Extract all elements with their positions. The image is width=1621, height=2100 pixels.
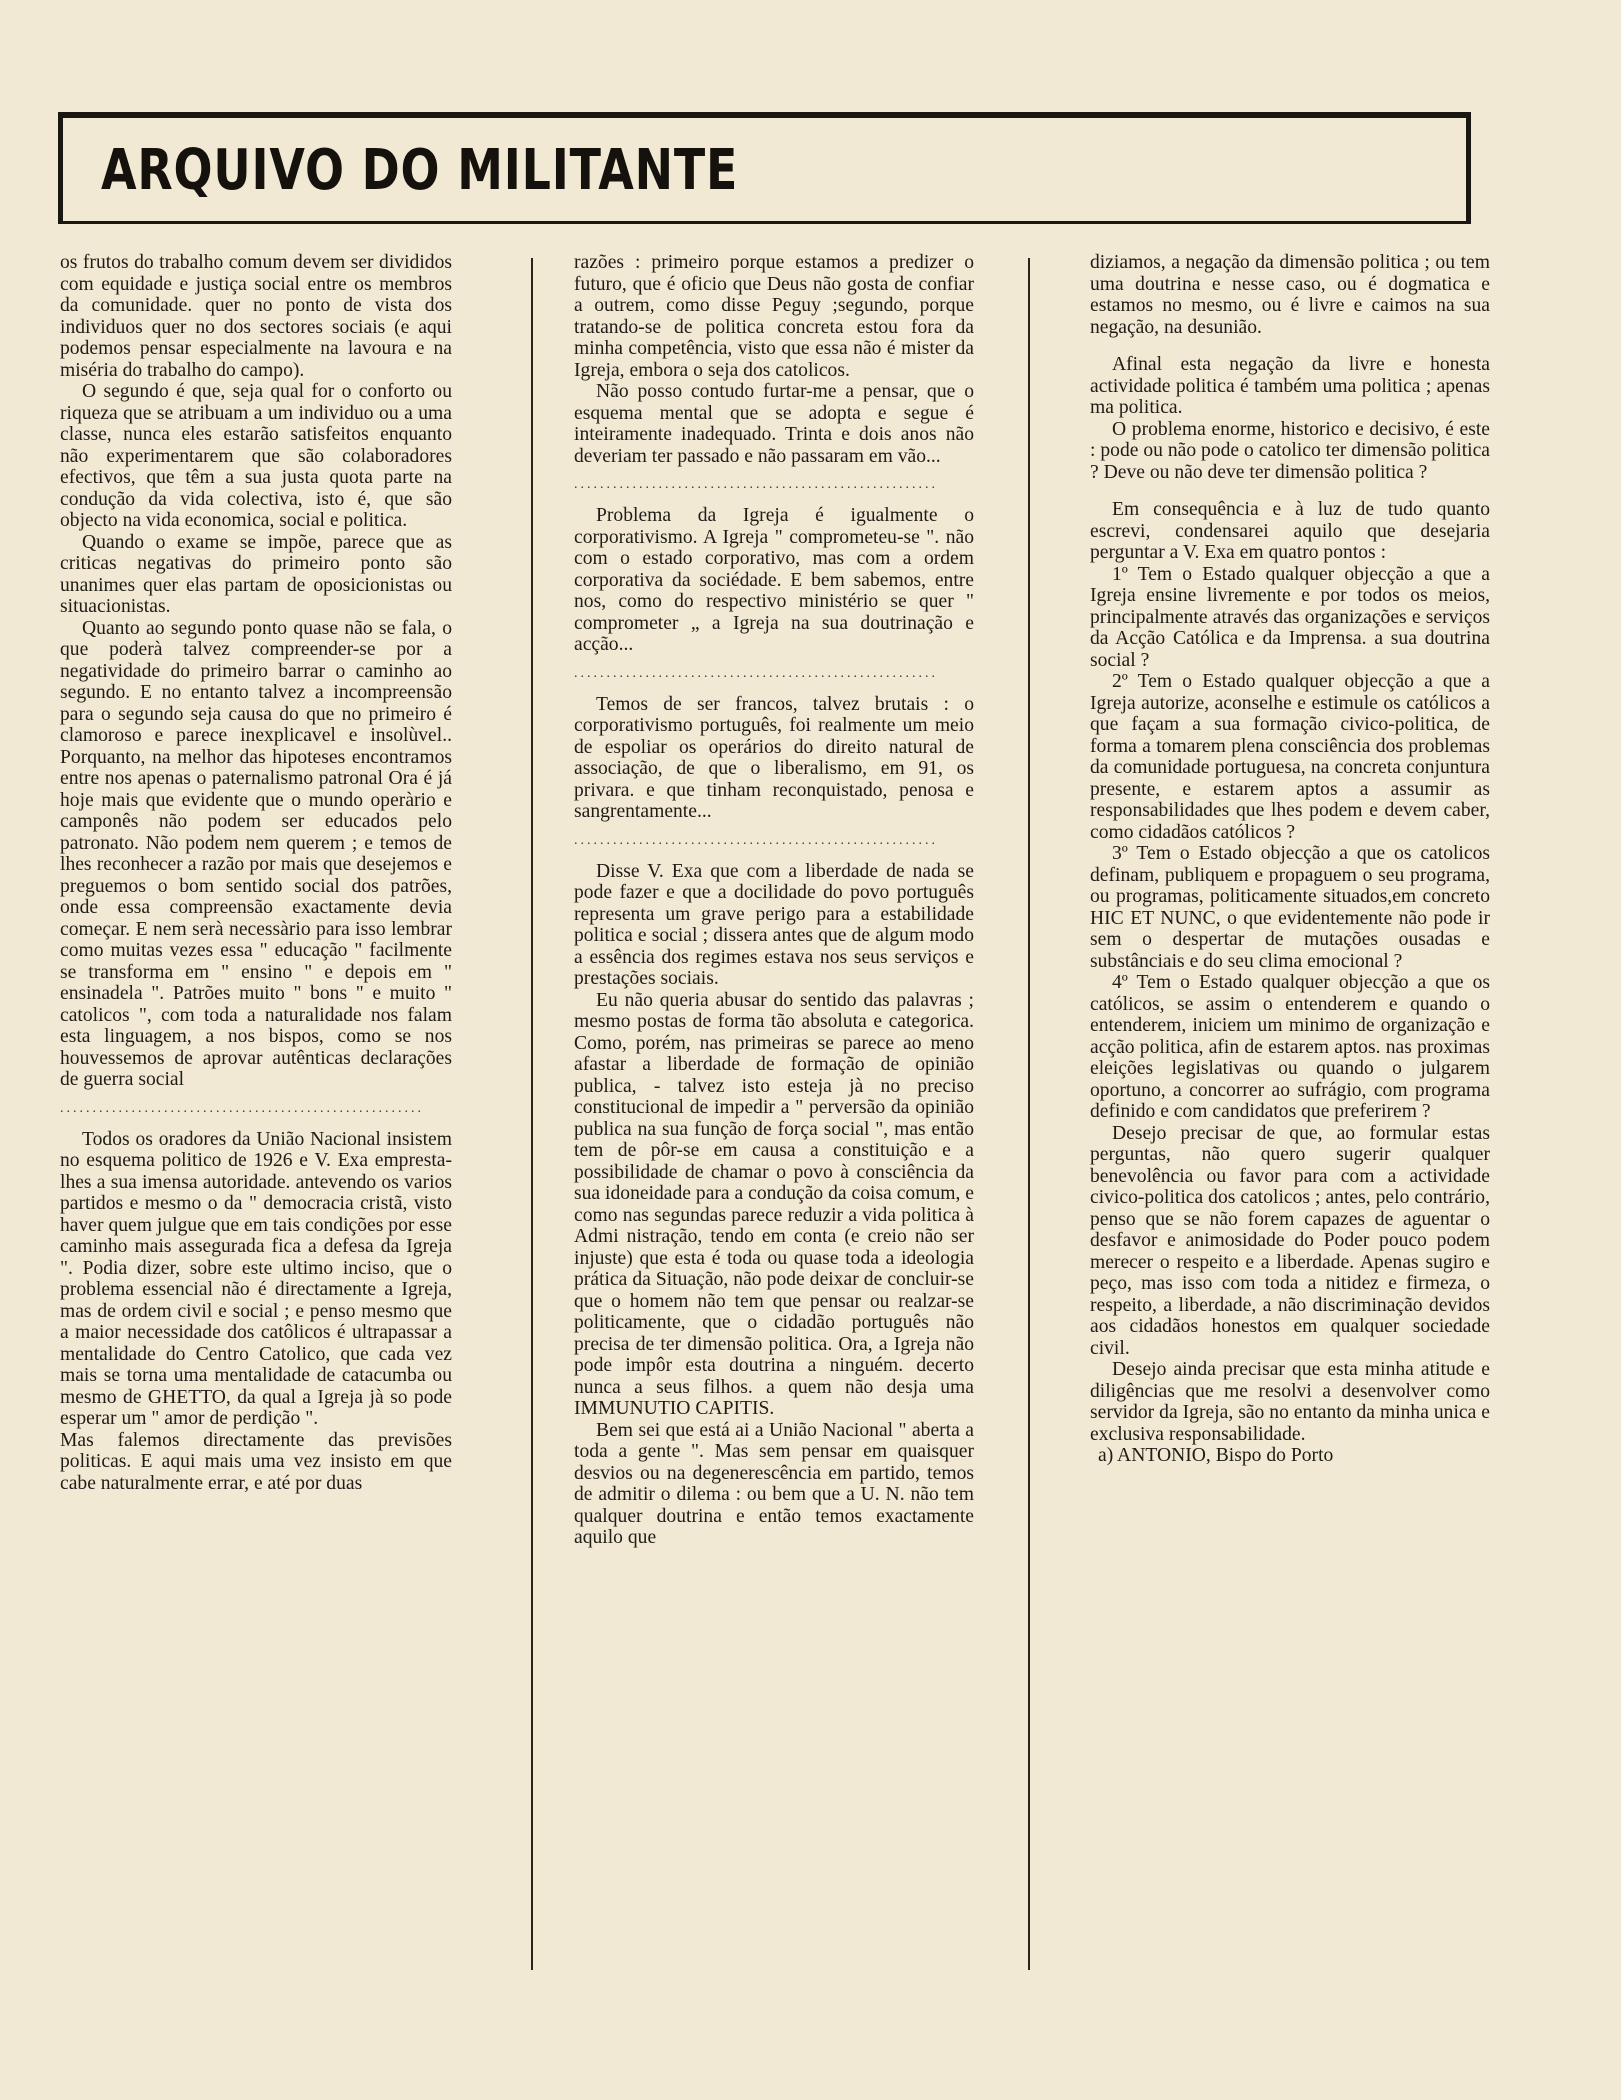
paragraph: Problema da Igreja é igualmente o corporativismo. A Igreja " comprometeu-se ". não com o estado corporativo, mas com a ordem corporativa da sociédade. E bem sabemos, entre nos, como do respectivo ministério se quer " comprometer „ a Igreja na sua doutrinação e acção... bbox=[574, 505, 974, 655]
paragraph: Desejo precisar de que, ao formular estas perguntas, não quero sugerir qualquer benevolência ou favor para com a actividade civico-politica dos catolicos ; antes, pelo contrário, penso que se não forem capazes de aguentar o desfavor e animosidade do Poder pouco podem merecer o respeito e a liberdade. Apenas sugiro e peço, mas isso com toda a nitidez e firmeza, o respeito, a liberdade, a não discriminação devidos aos cidadãos honestos em qualquer sociedade civil. bbox=[1090, 1122, 1490, 1359]
text-column-3 bbox=[1090, 252, 1490, 1972]
paragraph-gap bbox=[1090, 338, 1490, 354]
paragraph: Temos de ser francos, talvez brutais : o corporativismo português, foi realmente um meio de espoliar os operários do direito natural de associação, de que o liberalismo, em 91, os privara. e que tinham reconquistado, penosa e sangrentamente... bbox=[574, 693, 974, 822]
column-divider bbox=[1028, 258, 1030, 1970]
numbered-question: 1º Tem o Estado qualquer objecção a que a Igreja ensine livremente e por todos os meios, principalmente através das organizações e serviços da Acção Católica e da Imprensa. a sua doutrina social ? bbox=[1090, 563, 1490, 671]
paragraph: Desejo ainda precisar que esta minha atitude e diligências que me resolvi a desenvolver como servidor da Igreja, são no entanto da minha unica e exclusiva responsabilidade. bbox=[1090, 1359, 1490, 1445]
numbered-question: 2º Tem o Estado qualquer objecção a que a Igreja autorize, aconselhe e estimule os católicos a que façam a sua formação civico-politica, de forma a tomarem plena consciência dos problemas da comunidade portuguesa, na concreta conjuntura presente, e estarem aptos a assumir as responsabilidades que lhes podem e devem caber, como cidadãos católicos ? bbox=[1090, 671, 1490, 843]
paragraph: Afinal esta negação da livre e honesta actividade politica é também uma politica ; apenas ma politica. bbox=[1090, 354, 1490, 418]
paragraph: O segundo é que, seja qual for o conforto ou riqueza que se atribuam a um individuo ou a uma classe, nunca eles estarão satisfeitos enquanto não experimentarem que são colaboradores efectivos, que têm a sua justa quota parte na condução da vida colectiva, isto é, que são objecto na vida economica, social e politica. bbox=[60, 381, 452, 531]
paragraph: Bem sei que está ai a União Nacional " aberta a toda a gente ". Mas sem pensar em quaisquer desvios ou na degenerescência em partido, temos de admitir o dilema : ou bem que a U. N. não tem qualquer doutrina e então temos exactamente aquilo que bbox=[574, 1419, 974, 1548]
text-column-1 bbox=[60, 252, 452, 1972]
paragraph: os frutos do trabalho comum devem ser divididos com equidade e justiça social entre os membros da comunidade. quer no ponto de vista dos individuos quer no dos sectores sociais (e aqui podemos pensar especialmente na lavoura e na miséria do trabalho do campo). bbox=[60, 252, 452, 381]
dotted-separator: ........................................................ bbox=[574, 477, 938, 492]
paragraph: Disse V. Exa que com a liberdade de nada se pode fazer e que a docilidade do povo português representa um grave perigo para a estabilidade politica e social ; dissera antes que de algum modo a essência dos regimes estava nos seus serviços e prestações sociais. bbox=[574, 860, 974, 989]
text-column-2 bbox=[574, 252, 974, 1972]
paragraph: Em consequência e à luz de tudo quanto escrevi, condensarei aquilo que desejaria perguntar a V. Exa em quatro pontos : bbox=[1090, 499, 1490, 563]
paragraph: Não posso contudo furtar-me a pensar, que o esquema mental que se adopta e segue é inteiramente inadequado. Trinta e dois anos não deveriam ter passado e não passaram em vão... bbox=[574, 381, 974, 467]
paragraph: Quando o exame se impõe, parece que as criticas negativas do primeiro ponto são unanimes quer elas partam de oposicionistas ou situacionistas. bbox=[60, 531, 452, 617]
paragraph: Eu não queria abusar do sentido das palavras ; mesmo postas de forma tão absoluta e categorica. Como, porém, nas primeiras se parece ao meno afastar a liberdade de formação de opinião publica, - talvez isto esteja jà no preciso constitucional de impedir a " perversão da opinião publica na sua função de força social ", mas então tem de pôr-se em causa a constituição e a possibilidade de chamar o povo à consciência da sua idoneidade para a condução da coisa comum, e como nas segundas parece reduzir a vida politica à Admi nistração, tendo em conta (e creio não ser injuste) que esta é toda ou quase toda a ideologia prática da Situação, não pode deixar de concluir-se que o homem não tem que pensar ou realzar-se politicamente, que o cidadão português não precisa de ter dimensão politica. Ora, a Igreja não pode impôr esta doutrina a ninguém. decerto nunca a seus filhos. a quem não desja uma IMMUNUTIO CAPITIS. bbox=[574, 989, 974, 1419]
dotted-separator: ........................................................ bbox=[574, 832, 938, 848]
signature-line: a) ANTONIO, Bispo do Porto bbox=[1098, 1445, 1334, 1466]
paragraph: Quanto ao segundo ponto quase não se fala, o que poderà talvez compreender-se por a negatividade do primeiro barrar o caminho ao segundo. E no entanto talvez a incompreensão para o segundo seja causa do que no primeiro é clamoroso e parece inexplicavel e insolùvel.. Porquanto, na melhor das hipoteses encontramos entre nos apenas o paternalismo patronal Ora é já hoje mais que evidente que o mundo operàrio e camponês não podem ser educados pelo patronato. Não podem nem querem ; e temos de lhes reconhecer a razão por mais que desejemos e preguemos o bom sentido social dos patrões, onde essa compreensão exactamente devia começar. E nem serà necessàrio para isso lembrar como muitas vezes essa " educação " facilmente se transforma em " ensino " e depois em " ensinadela ". Patrões muito " bons " e muito " catolicos ", com toda a naturalidade nos falam esta linguagem, a nos bispos, como se nos houvessemos de aprovar autênticas declarações de guerra social bbox=[60, 617, 452, 1090]
masthead-box bbox=[58, 112, 1471, 224]
paragraph: razões : primeiro porque estamos a predizer o futuro, que é oficio que Deus não gosta de confiar a outrem, como disse Peguy ;segundo, porque tratando-se de politica concreta estou fora da minha competência, visto que essa não é mister da Igreja, embora o seja dos catolicos. bbox=[574, 252, 974, 381]
paragraph: diziamos, a negação da dimensão politica ; ou tem uma doutrina e nesse caso, ou é dogmatica e estamos no mesmo, ou é livre e caimos na sua negação, na desunião. bbox=[1090, 252, 1490, 338]
dotted-separator: ........................................................ bbox=[60, 1100, 424, 1116]
paragraph: O problema enorme, historico e decisivo, é este : pode ou não pode o catolico ter dimensão politica ? Deve ou não deve ter dimensão politica ? bbox=[1090, 418, 1490, 483]
section-title: ARQUIVO DO MILITANTE bbox=[101, 138, 739, 203]
paragraph-gap bbox=[1090, 483, 1490, 499]
dotted-separator: ........................................................ bbox=[574, 665, 938, 681]
numbered-question: 4º Tem o Estado qualquer objecção a que os católicos, se assim o entenderem e quando o entenderem, iniciem um minimo de organização e acção politica, afin de estarem aptos. nas proximas eleições legislativas ou quando o julgarem oportuno, a concorrer ao sufrágio, com programa definido e com candidatos que preferirem ? bbox=[1090, 972, 1490, 1122]
column-divider bbox=[531, 258, 533, 1970]
paragraph: Mas falemos directamente das previsões politicas. E aqui mais uma vez insisto em que cabe naturalmente errar, e até por duas bbox=[60, 1429, 452, 1494]
paragraph: Todos os oradores da União Nacional insistem no esquema politico de 1926 e V. Exa empresta-lhes a sua imensa autoridade. antevendo os varios partidos e mesmo o da " democracia cristã, visto haver quem julgue que em tais condições por esse caminho mais assegurada fica a defesa da Igreja ". Podia dizer, sobre este ultimo inciso, que o problema essencial não é directamente a Igreja, mas de ordem civil e social ; e penso mesmo que a maior necessidade dos catôlicos é ultrapassar a mentalidade do Centro Catolico, que cada vez mais se torna uma mentalidade de catacumba ou mesmo de GHETTO, da qual a Igreja jà so pode esperar um " amor de perdição ". bbox=[60, 1128, 452, 1429]
numbered-question: 3º Tem o Estado objecção a que os catolicos definam, publiquem e propaguem o seu programa, ou programas, politicamente situados,em concreto HIC ET NUNC, o que evidentemente não pode ir sem o despertar de mutações ousadas e substânciais e do seu clima emocional ? bbox=[1090, 843, 1490, 972]
